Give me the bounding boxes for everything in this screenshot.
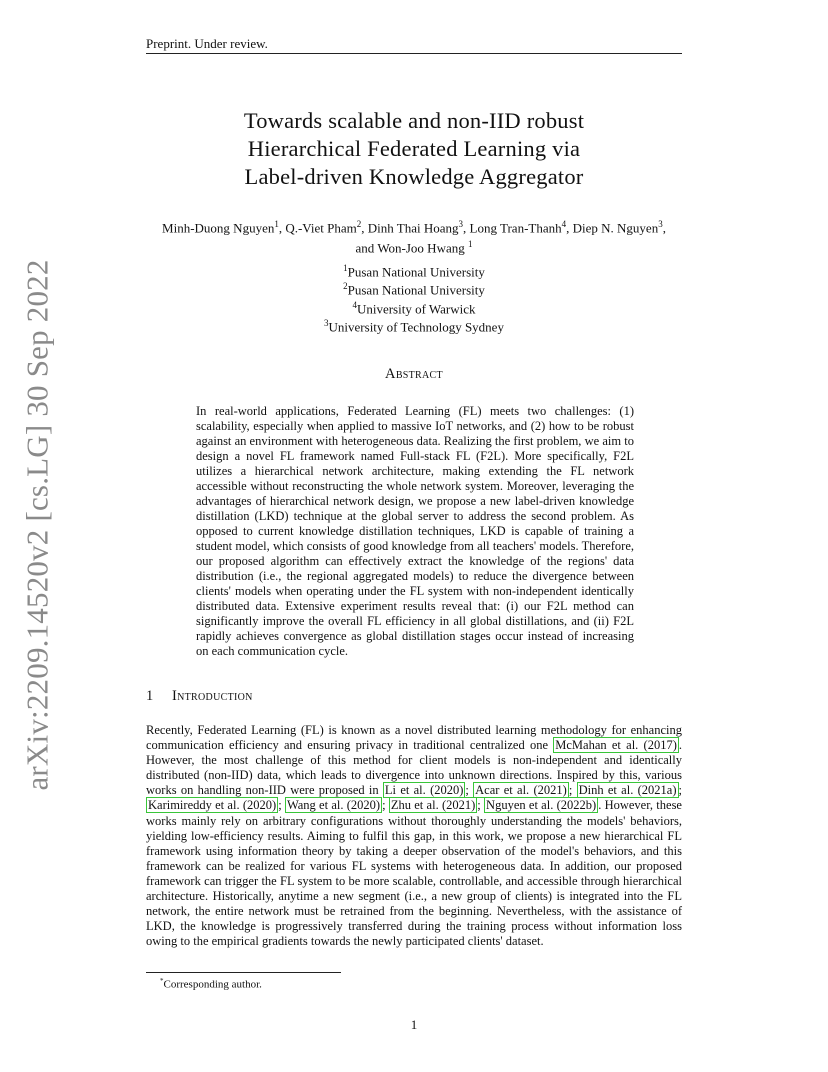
- citation-separator: ;: [678, 783, 682, 798]
- citation-separator: ;: [465, 783, 474, 798]
- abstract-heading: Abstract: [385, 366, 443, 382]
- citation-link[interactable]: Acar et al. (2021): [475, 783, 567, 798]
- author-name: Long Tran-Thanh: [469, 220, 562, 236]
- author-affiliation-mark: 1: [274, 219, 279, 229]
- affiliation-mark: 3: [324, 317, 329, 328]
- affiliation-mark: 1: [343, 263, 348, 273]
- author-list: Minh-Duong Nguyen$^1$, Q.-Viet Pham$^2$, Dinh Thai Hoang$^3$, Long Tran-Thanh$^4$, Diep N. Nguyen$^3$, and Won-Joo Hwang $^1$: [162, 219, 666, 256]
- title-line-2: Hierarchical Federated Learning via: [247, 136, 581, 161]
- abstract-text: In real-world applications, Federated Learning (FL) meets two challenges: (1) scalability, especially when applied to massive IoT networks, and (2) how to be robust against an environment with heterogeneous data. Realizing the first problem, we aim to design a novel FL framework named Full-stack FL (F2L). More specifically, F2L utilizes a hierarchical network architecture, making extending the FL network accessible without reconstructing the whole network system. Moreover, leveraging the advantages of hierarchical network design, we propose a new label-driven knowledge distillation (LKD) technique at the global server to address the second problem. As opposed to current knowledge distillation techniques, LKD is capable of training a student model, which consists of good knowledge from all teachers' models. Therefore, our proposed algorithm can effectively extract the knowledge of the regions' data distribution (i.e., the regional aggregated models) to reduce the divergence between clients' models when operating under the FL system with non-independent identically distributed data. Extensive experiment results reveal that: (i) our F2L method can significantly improve the overall FL efficiency in all global distillations, and (ii) F2L rapidly achieves convergence as global distillation stages occur instead of increasing on each communication cycle.: [196, 404, 634, 658]
- affiliation: [146, 298, 682, 316]
- footnote: [160, 977, 262, 991]
- intro-text: . However, these works mainly rely on arbitrary configurations without thoroughly understanding the models' behaviors, yielding low-efficiency results. Aiming to fulfil this gap, in this work, we propose a new hierarchical FL framework using information theory by taking a deeper observation of the model's behaviors, and this framework can be realized for various FL systems with heterogeneous data. In addition, our proposed framework can trigger the FL system to be more scalable, controllable, and accessible through hierarchical architecture. Historically, anytime a new segment (i.e., a new group of clients) is integrated into the FL network, the entire network must be retrained from the beginning. Nevertheless, with the assistance of LKD, the knowledge is progressively transferred during the training process without information loss owing to the empirical gradients towards the newly participated clients' dataset.: [146, 798, 682, 949]
- citation-separator: ;: [568, 783, 577, 798]
- title-line-3: Label-driven Knowledge Aggregator: [244, 164, 584, 189]
- affiliation-mark: 2: [343, 281, 348, 292]
- introduction-paragraph: [146, 723, 682, 949]
- author-affiliation-mark: 1: [467, 239, 473, 250]
- citation-link[interactable]: Karimireddy et al. (2020): [148, 798, 277, 813]
- header-rule: [146, 53, 682, 54]
- citation-separator: ;: [477, 798, 485, 813]
- author-affiliation-mark: 4: [561, 219, 567, 229]
- affiliation-name: Pusan National University: [347, 282, 485, 298]
- citation-link[interactable]: Nguyen et al. (2022b): [486, 798, 597, 813]
- affiliation: [146, 316, 682, 334]
- citation-link[interactable]: Zhu et al. (2021): [390, 798, 476, 813]
- citation-link[interactable]: Li et al. (2020): [384, 783, 464, 798]
- paper-title: [146, 107, 682, 191]
- arxiv-identifier-text: arXiv:2209.14520v2 [cs.LG] 30 Sep 2022: [20, 259, 55, 791]
- author-name: Minh-Duong Nguyen: [162, 220, 275, 236]
- citation-separator: ;: [382, 798, 389, 813]
- author-name: Diep N. Nguyen: [572, 220, 659, 236]
- section-heading: [146, 688, 253, 705]
- footnote-mark: *: [160, 977, 164, 985]
- affiliation: [146, 279, 682, 297]
- intro-text: Recently, Federated Learning (FL) is known as a novel distributed learning methodology for enhancing communication efficiency and ensuring privacy in traditional centralized one: [146, 723, 682, 753]
- arxiv-identifier-stamp: [18, 259, 58, 791]
- affiliation: [146, 261, 682, 279]
- affiliation-name: University of Warwick: [356, 300, 476, 316]
- affiliation-name: Pusan National University: [347, 264, 485, 280]
- title-line-1: Towards scalable and non-IID robust: [243, 108, 585, 133]
- affiliation-name: University of Technology Sydney: [328, 319, 504, 335]
- author-name: Won-Joo Hwang: [377, 240, 465, 256]
- author-affiliation-mark: 3: [658, 219, 663, 229]
- author-affiliation-mark: 2: [356, 219, 362, 229]
- running-head: Preprint. Under review.: [146, 36, 268, 51]
- footnote-text: Corresponding author.: [163, 978, 262, 991]
- citation-link[interactable]: Wang et al. (2020): [286, 798, 381, 813]
- page-number: 1: [410, 1017, 418, 1032]
- author-name: Q.-Viet Pham: [285, 220, 357, 236]
- section-title: Introduction: [172, 688, 253, 704]
- section-number: 1: [146, 688, 154, 704]
- author-affiliation-mark: 3: [458, 219, 464, 229]
- author-name: Dinh Thai Hoang: [367, 220, 459, 236]
- intro-text: . However, the most challenge of this method for client models is non-independent and identically distributed (non-IID) data, which leads to divergence into unknown directions. Inspired by this, various works on handling non-IID were proposed in: [146, 738, 682, 798]
- citation-separator: ;: [278, 798, 285, 813]
- citation-link[interactable]: McMahan et al. (2017): [555, 738, 677, 753]
- affiliation-list: [146, 261, 682, 334]
- footnote-rule: [146, 972, 341, 973]
- affiliation-mark: 4: [352, 299, 357, 310]
- citation-link[interactable]: Dinh et al. (2021a): [578, 783, 677, 798]
